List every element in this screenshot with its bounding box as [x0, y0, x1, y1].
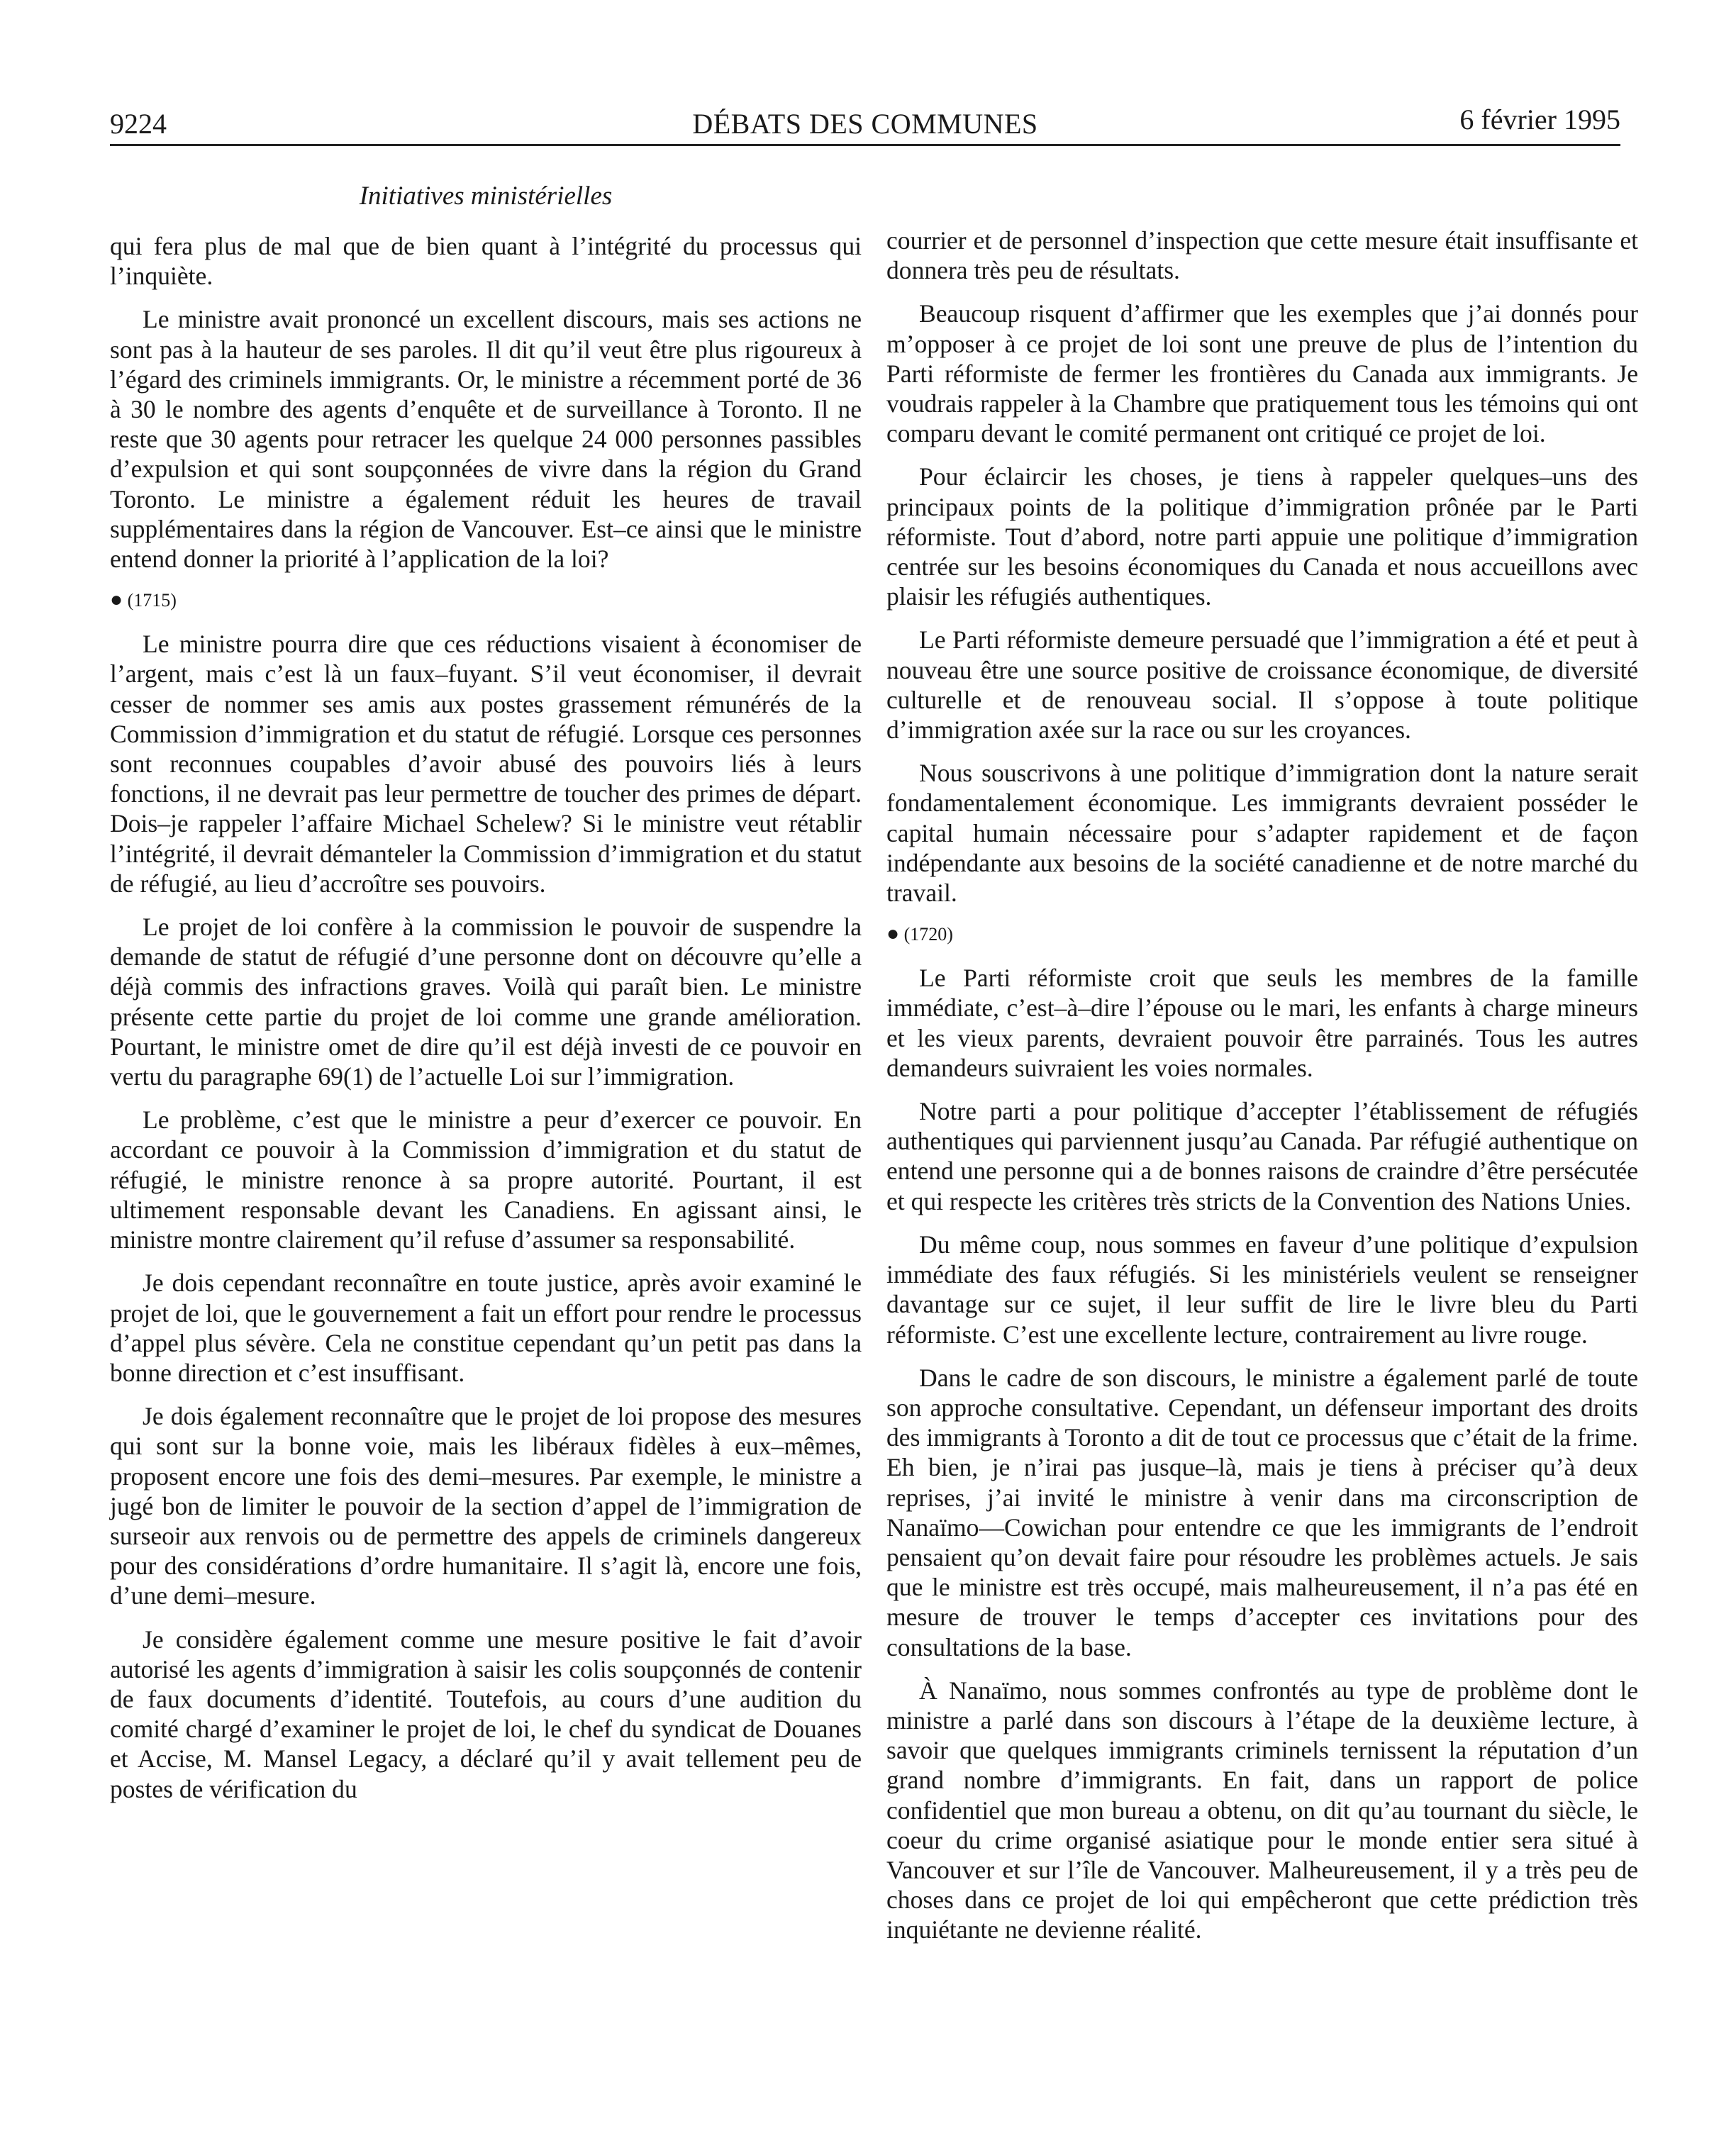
bullet-icon: ● — [110, 588, 123, 612]
paragraph: Beaucoup risquent d’affirmer que les exemples que j’ai donnés pour m’opposer à ce projet de loi sont une preuve de plus de l’intention du Parti réformiste de fermer les frontières du Canada aux immigrants. Je voudrais rappeler à la Chambre que pratiquement tous les témoins qui ont comparu devant le comité permanent ont critiqué ce projet de loi. — [886, 299, 1638, 448]
paragraph: courrier et de personnel d’inspection que cette mesure était insuffisante et donnera très peu de résultats. — [886, 226, 1638, 285]
paragraph: Le ministre avait prononcé un excellent discours, mais ses actions ne sont pas à la hauteur de ses paroles. Il dit qu’il veut être plus rigoureux à l’égard des criminels immigrants. Or, le ministre a récemment porté de 36 à 30 le nombre des agents d’enquête et de surveillance à Toronto. Il ne reste que 30 agents pour retracer les quelque 24 000 personnes passibles d’expulsion et qui sont soupçonnées de vivre dans la région du Grand Toronto. Le ministre a également réduit les heures de travail supplémentaires dans la région de Vancouver. Est–ce ainsi que le ministre entend donner la priorité à l’application de la loi? — [110, 305, 862, 574]
paragraph: Le ministre pourra dire que ces réductions visaient à économiser de l’argent, mais c’est là un faux–fuyant. S’il veut économiser, il devrait cesser de nommer ses amis aux postes grassement rémunérés de la Commission d’immigration et du statut de réfugié. Lorsque ces personnes sont reconnues coupables d’avoir abusé des pouvoirs liés à leurs fonctions, il ne devrait pas leur permettre de toucher des primes de départ. Dois–je rappeler l’affaire Michael Schelew? Si le ministre veut rétablir l’intégrité, il devrait démanteler la Commission d’immigration et du statut de réfugié, au lieu d’accroître ses pouvoirs. — [110, 630, 862, 898]
time-marker — [110, 587, 862, 613]
paragraph: Le Parti réformiste croit que seuls les membres de la famille immédiate, c’est–à–dire l’épouse ou le mari, les enfants à charge mineurs et les vieux parents, devraient pouvoir être parrainés. Tous les autres demandeurs suivraient les voies normales. — [886, 964, 1638, 1082]
time-marker — [886, 921, 1638, 947]
paragraph: Nous souscrivons à une politique d’immigration dont la nature serait fondamentalement économique. Les immigrants devraient posséder le capital humain nécessaire pour s’adapter rapidement et de façon indépendante aux besoins de la société canadienne et de notre marché du travail. — [886, 759, 1638, 908]
paragraph: Notre parti a pour politique d’accepter l’établissement de réfugiés authentiques qui parviennent jusqu’au Canada. Par réfugié authentique on entend une personne qui a de bonnes raisons de craindre d’être persécutée et qui respecte les critères très stricts de la Convention des Nations Unies. — [886, 1097, 1638, 1215]
paragraph: Je considère également comme une mesure positive le fait d’avoir autorisé les agents d’immigration à saisir les colis soupçonnés de contenir de faux documents d’identité. Toutefois, au cours d’une audition du comité chargé d’examiner le projet de loi, le chef du syndicat de Douanes et Accise, M. Mansel Legacy, a déclaré qu’il y avait tellement peu de postes de vérification du — [110, 1625, 862, 1803]
time-marker-label: (1715) — [127, 590, 177, 611]
paragraph: Dans le cadre de son discours, le ministre a également parlé de toute son approche consultative. Cependant, un défenseur important des droits des immigrants à Toronto a dit de tout ce processus que c’était de la frime. Eh bien, je n’irai pas jusque–là, mais je tiens à préciser qu’à deux reprises, j’ai invité le ministre à venir dans ma circonscription de Nanaïmo—Cowichan pour entendre ce que les immigrants de l’endroit pensaient qu’on devait faire pour résoudre les problèmes actuels. Je sais que le ministre est très occupé, mais malheureusement, il n’a pas été en mesure de trouver le temps d’accepter ces invitations pour des consultations de la base. — [886, 1363, 1638, 1661]
paragraph: Pour éclaircir les choses, je tiens à rappeler quelques–uns des principaux points de la politique d’immigration prônée par le Parti réformiste. Tout d’abord, notre parti appuie une politique d’immigration centrée sur les besoins économiques du Canada et nous accueillons avec plaisir les réfugiés authentiques. — [886, 462, 1638, 611]
time-marker-label: (1720) — [903, 924, 953, 945]
paragraph: Je dois cependant reconnaître en toute justice, après avoir examiné le projet de loi, que le gouvernement a fait un effort pour rendre le processus d’appel plus sévère. Cela ne constitue cependant qu’un petit pas dans la bonne direction et c’est insuffisant. — [110, 1269, 862, 1387]
paragraph: Du même coup, nous sommes en faveur d’une politique d’expulsion immédiate des faux réfugiés. Si les ministériels veulent se renseigner davantage sur ce sujet, il leur suffit de lire le livre bleu du Parti réformiste. C’est une excellente lecture, contrairement au livre rouge. — [886, 1230, 1638, 1349]
publication-date: 6 février 1995 — [1459, 104, 1620, 135]
paragraph: Le projet de loi confère à la commission le pouvoir de suspendre la demande de statut de réfugié d’une personne dont on découvre qu’elle a déjà commis des infractions graves. Voilà qui paraît bien. Le ministre présente cette partie du projet de loi comme une grande amélioration. Pourtant, le ministre omet de dire qu’il est déjà investi de ce pouvoir en vertu du paragraphe 69(1) de l’actuelle Loi sur l’immigration. — [110, 913, 862, 1091]
paragraph: qui fera plus de mal que de bien quant à l’intégrité du processus qui l’inquiète. — [110, 232, 862, 291]
right-column — [886, 225, 1638, 1959]
paragraph: À Nanaïmo, nous sommes confrontés au type de problème dont le ministre a parlé dans son discours à l’étape de la deuxième lecture, à savoir que quelques immigrants criminels ternissent la réputation d’un grand nombre d’immigrants. En fait, dans un rapport de police confidentiel que mon bureau a obtenu, on dit qu’au tournant du siècle, le coeur du crime organisé asiatique pour le monde entier sera situé à Vancouver et sur l’île de Vancouver. Malheureusement, il y a très peu de choses dans ce projet de loi qui empêcheront que cette prédiction très inquiétante ne devienne réalité. — [886, 1676, 1638, 1944]
paragraph: Le Parti réformiste demeure persuadé que l’immigration a été et peut à nouveau être une source positive de croissance économique, de diversité culturelle et de renouveau social. Il s’oppose à toute politique d’immigration axée sur la race ou sur les croyances. — [886, 625, 1638, 745]
bullet-icon: ● — [886, 922, 900, 946]
publication-title: DÉBATS DES COMMUNES — [692, 108, 1038, 140]
header-rule — [110, 144, 1620, 146]
page-number: 9224 — [110, 108, 167, 140]
page-header — [110, 101, 1620, 146]
paragraph: Je dois également reconnaître que le projet de loi propose des mesures qui sont sur la bonne voie, mais les libéraux fidèles à eux–mêmes, proposent encore une fois des demi–mesures. Par exemple, le ministre a jugé bon de limiter le pouvoir de la section d’appel de l’immigration de surseoir aux renvois ou de permettre des appels de criminels dangereux pour des considérations d’ordre humanitaire. Il s’agit là, encore une fois, d’une demi–mesure. — [110, 1402, 862, 1610]
section-title: Initiatives ministérielles — [359, 182, 613, 211]
left-column — [110, 231, 862, 1817]
paragraph: Le problème, c’est que le ministre a peur d’exercer ce pouvoir. En accordant ce pouvoir à la Commission d’immigration et du statut de réfugié, le ministre renonce à sa propre autorité. Pourtant, il est ultimement responsable devant les Canadiens. En agissant ainsi, le ministre montre clairement qu’il refuse d’assumer sa responsabilité. — [110, 1105, 862, 1254]
